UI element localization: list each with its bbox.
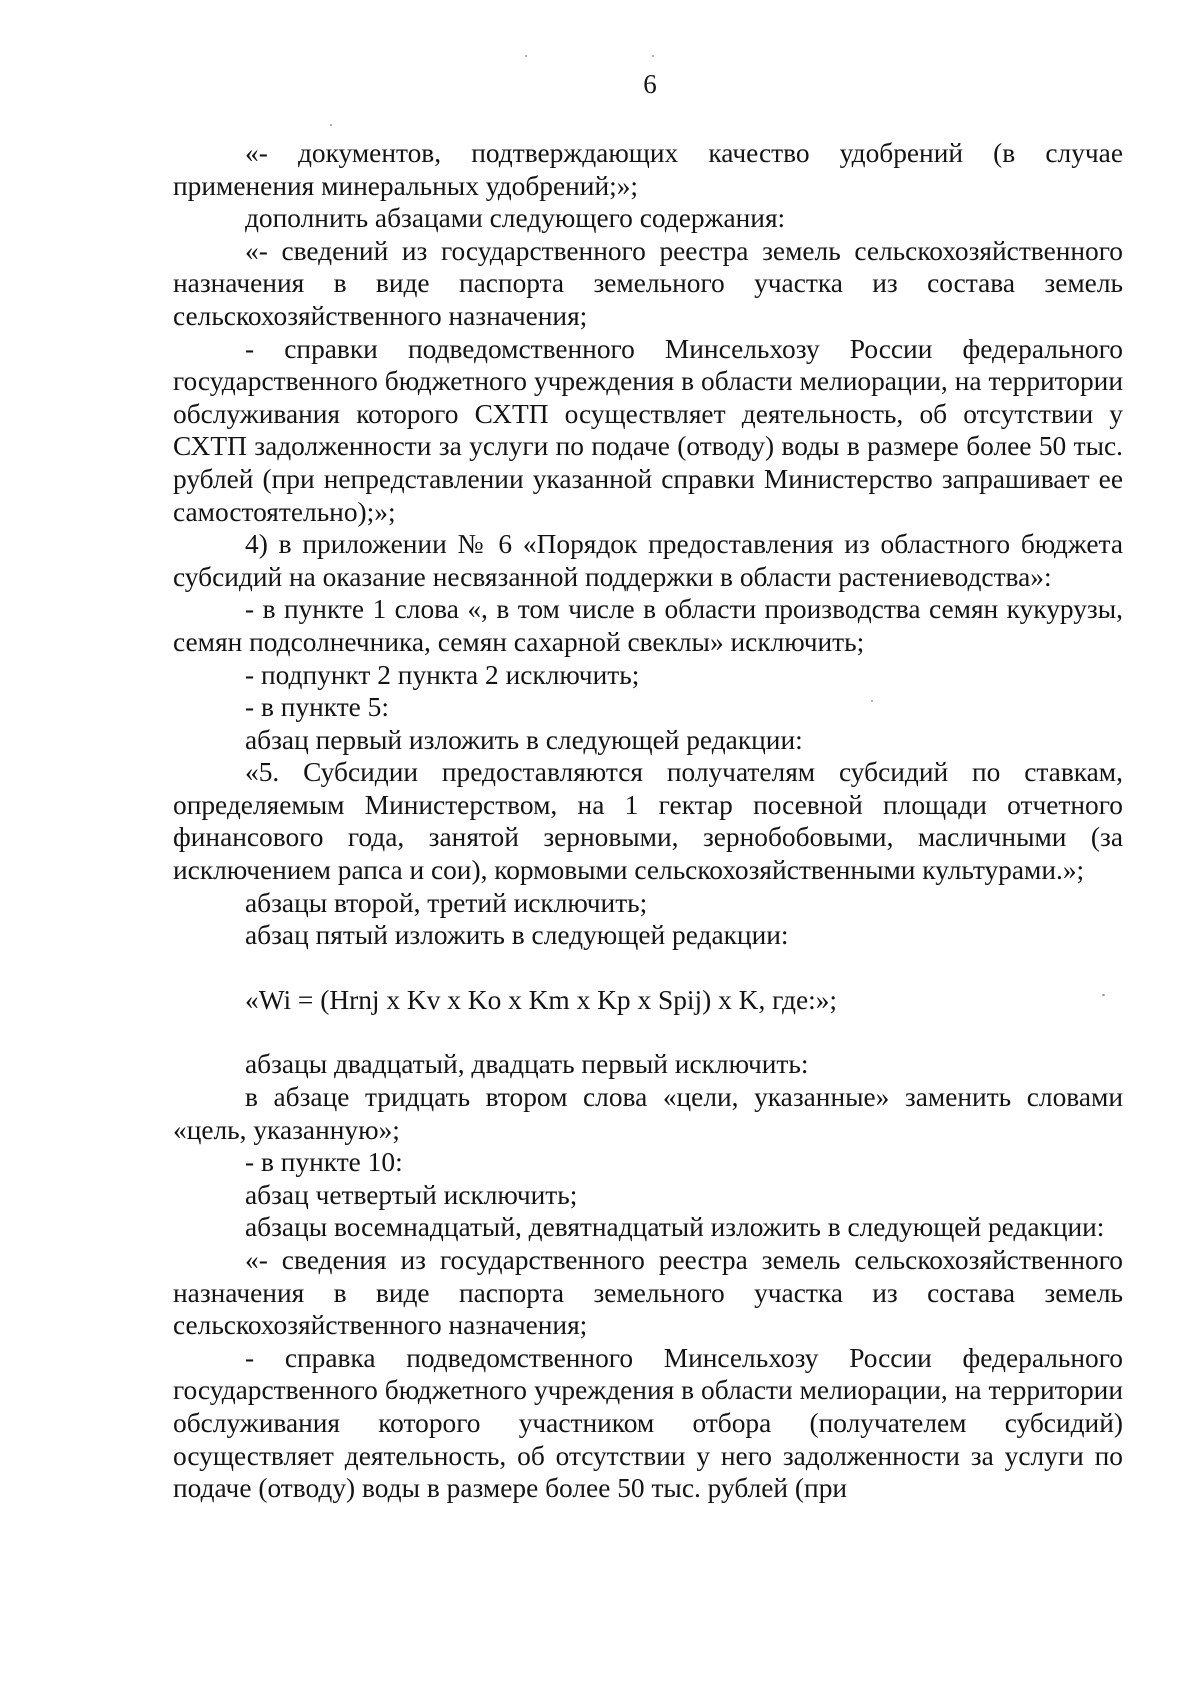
page-number: 6 [643,69,657,99]
paragraph: - подпункт 2 пункта 2 исключить; [245,659,640,690]
paragraph: абзацы двадцатый, двадцать первый исключить: [245,1049,809,1080]
paragraph: «- сведения из государственного реестра земель сельскохозяйственного назначения в виде паспорта земельного участка из состава земель сельскохозяйственного назначения; [173,1245,1123,1341]
paragraph: - справки подведомственного Минсельхозу России федерального государственного бюджетного учреждения в области мелиорации, на территории обслуживания которого СХТП осуществляет деятельность, об отсутствии у СХТП задолженности за услуги по подаче (отводу) воды в размере более 50 тыс. рублей (при непредставлении указанной справки Министерство запрашивает ее самостоятельно);»; [173,333,1123,527]
paragraph: «5. Субсидии предоставляются получателям субсидий по ставкам, определяемым Министерством, на 1 гектар посевной площади отчетного финансового года, занятой зерновыми, зернобобовыми, масличными (за исключением рапса и сои), кормовыми сельскохозяйственными культурами.»; [173,757,1123,886]
paragraph: в абзаце тридцать втором слова «цели, указанные» заменить словами «цель, указанную»; [173,1082,1123,1145]
document-body [173,137,1123,1505]
paragraph: - в пункте 10: [245,1147,403,1178]
paragraph: абзац первый изложить в следующей редакции: [245,724,803,755]
paragraph: абзац пятый изложить в следующей редакции: [245,920,789,951]
paragraph: - в пункте 1 слова «, в том числе в области производства семян кукурузы, семян подсолнечника, семян сахарной свеклы» исключить; [173,594,1123,657]
paragraph: абзацы восемнадцатый, девятнадцатый изложить в следующей редакции: [245,1212,1105,1243]
paragraph: абзацы второй, третий исключить; [245,887,648,918]
paragraph: «- сведений из государственного реестра земель сельскохозяйственного назначения в виде паспорта земельного участка из состава земель сельскохозяйственного назначения; [173,235,1123,331]
formula: «Wi = (Hrnj x Kv x Ko x Km x Kp x Spij) x K, где:»; [245,984,838,1015]
paragraph: - справка подведомственного Минсельхозу России федерального государственного бюджетного учреждения в области мелиорации, на территории обслуживания которого участником отбора (получателем субсидий) осуществляет деятельность, об отсутствии у него задолженности за услуги по подаче (отводу) воды в размере более 50 тыс. рублей (при [173,1342,1123,1504]
paragraph: - в пункте 5: [245,692,389,723]
paragraph: дополнить абзацами следующего содержания: [245,203,786,234]
paragraph: 4) в приложении № 6 «Порядок предоставления из областного бюджета субсидий на оказание несвязанной поддержки в области растениеводства»: [173,529,1123,592]
paragraph: «- документов, подтверждающих качество удобрений (в случае применения минеральных удобрений;»; [173,138,1123,201]
paragraph: абзац четвертый исключить; [245,1179,578,1210]
